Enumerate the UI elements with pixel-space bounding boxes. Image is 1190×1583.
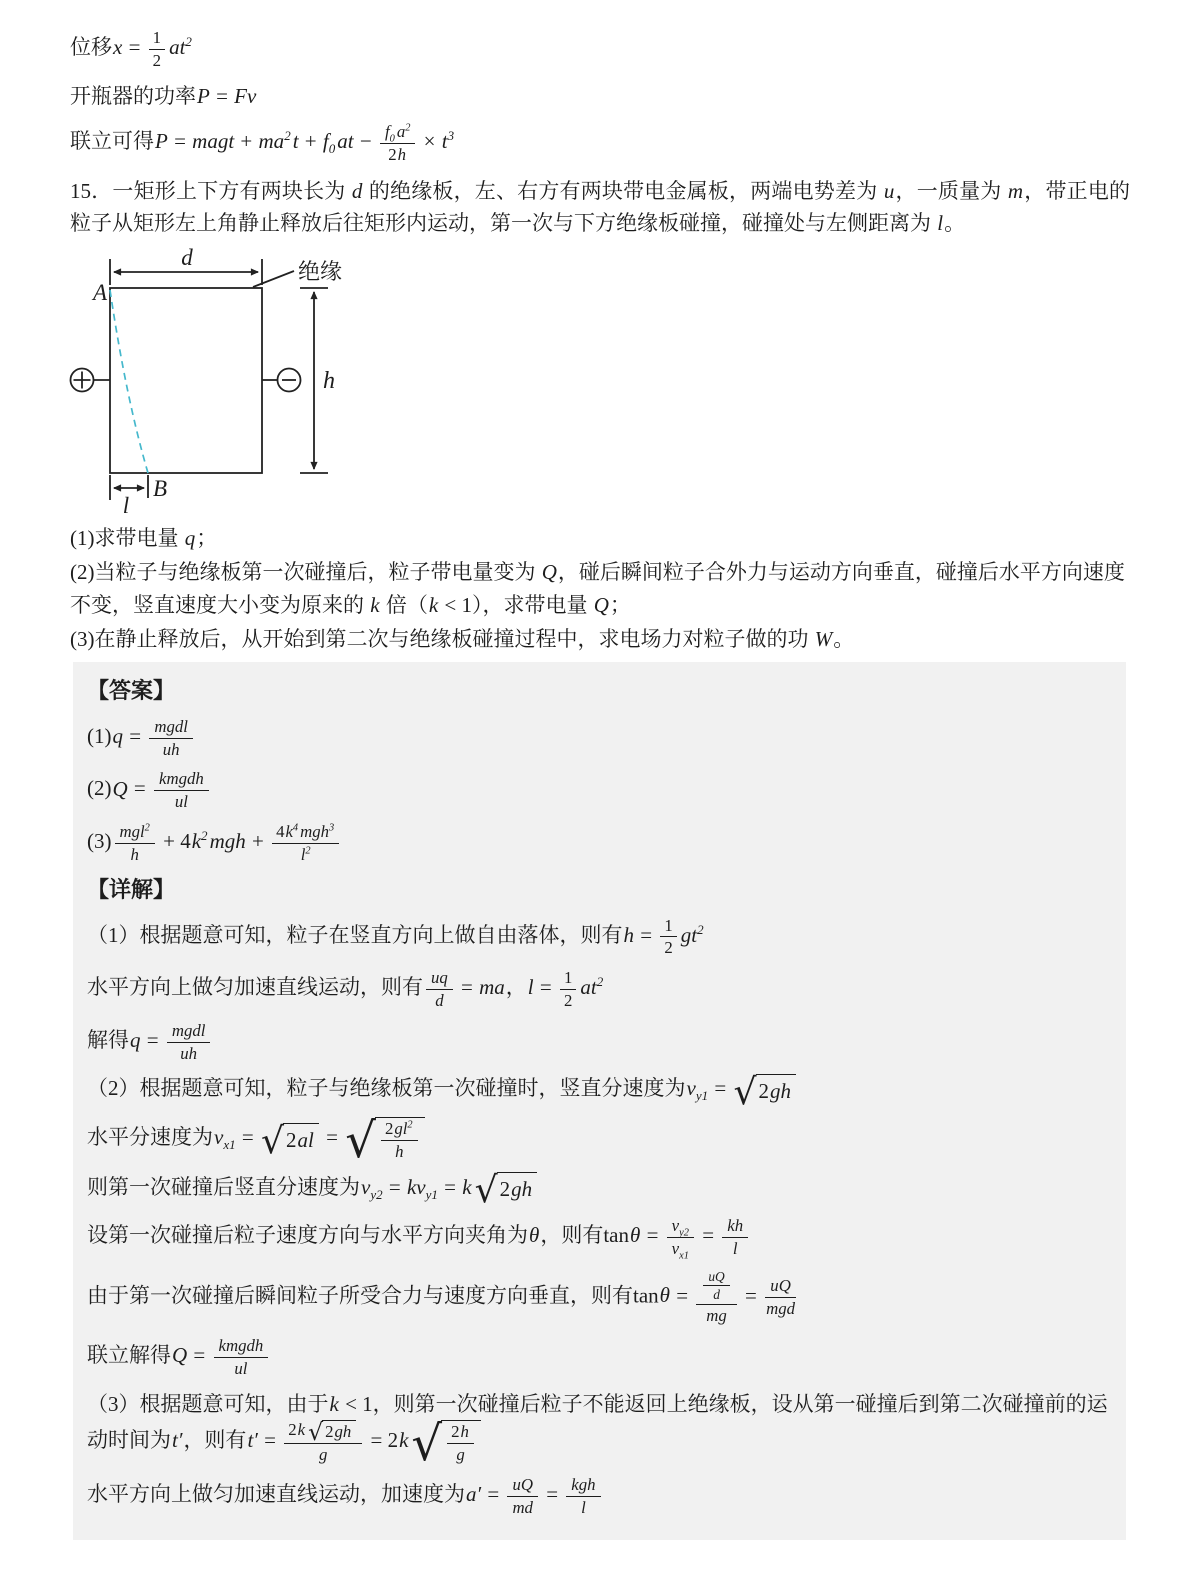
answer-section	[73, 662, 1126, 1540]
physics-diagram	[60, 246, 1130, 520]
answer-header: 【答案】	[87, 678, 176, 704]
insulator-pointer-line	[253, 271, 294, 287]
label-insulator: 绝缘	[298, 258, 343, 284]
minus-terminal-icon	[262, 368, 301, 391]
formula-displacement: 位移x = $\frac{1}{2}$ $at^2$	[70, 28, 192, 70]
explain-line-7: 设第一次碰撞后粒子速度方向与水平方向夹角为θ，则有tanθ = $\frac{v_{y2}}{v_{x1}}$ = $\frac{kh}{l}$	[87, 1216, 1114, 1259]
explain-line-8: 由于第一次碰撞后瞬间粒子所受合力与速度方向垂直，则有tanθ = $\frac{\frac{uQ}{d}}{mg}$ = $\frac{uQ}{\text{mgd}}$	[87, 1268, 796, 1326]
explain-line-9: 联立解得Q = $\frac{\text{kmgdh}}{ul}$	[87, 1336, 1114, 1379]
answer-item-3: (3) $\frac{mgl^2}{h}$ + $4k^2mgh$ + $\frac{4k^4 mgh^3}{l^2}$	[87, 822, 1114, 865]
problem-statement: 15．一矩形上下方有两块长为 d 的绝缘板，左、右方有两块带电金属板，两端电势差为 u，一质量为 m，带正电的粒子从矩形左上角静止释放后往矩形内运动，第一次与下方绝缘板碰撞，碰撞处与左侧距离为 l。	[70, 178, 1131, 236]
explain-line-5: 水平分速度为$v_{x1}$ = √ 2 al = √ $\frac{2gl^2}{h}$	[87, 1117, 1114, 1162]
label-d: d	[181, 245, 193, 270]
label-h: h	[323, 367, 335, 394]
question-3: (3)在静止释放后，从开始到第二次与绝缘板碰撞过程中，求电场力对粒子做的功 W。	[70, 627, 855, 652]
explain-line-6: 则第一次碰撞后竖直分速度为$v_{y2} = kv_{y1} = k$ √ 2 gh	[87, 1172, 1114, 1206]
label-l: l	[122, 492, 130, 514]
explain-line-4: （2）根据题意可知，粒子与绝缘板第一次碰撞时，竖直分速度为$v_{y1}$ = √ 2 gh	[87, 1073, 1114, 1107]
trajectory-dashed-line	[110, 290, 148, 473]
question-1: (1)求带电量 q；	[70, 525, 218, 550]
question-2: (2)当粒子与绝缘板第一次碰撞后，粒子带电量变为 Q，碰后瞬间粒子合外力与运动方向垂直，碰撞后水平方向速度不变，竖直速度大小变为原来的 k 倍（k < 1），求带电量 Q；	[70, 560, 1125, 617]
formula-combined: 联立可得P = magt + $ma^2t + f_0at$ − $\frac{f_0 a^2}{2h}$ × $t^3$	[70, 122, 455, 164]
label-b: B	[153, 475, 168, 501]
explain-header: 【详解】	[87, 876, 176, 902]
explain-line-1: （1）根据题意可知，粒子在竖直方向上做自由落体，则有h = $\frac{1}{2}$ $gt^2$	[87, 915, 704, 958]
formula-power: 开瓶器的功率P = Fv	[70, 83, 257, 108]
plus-terminal-icon	[71, 368, 111, 391]
explain-line-3: 解得q = $\frac{\text{mgdl}}{uh}$	[87, 1021, 1114, 1064]
answer-item-1: (1)q = $\frac{\text{mgdl}}{uh}$	[87, 717, 1114, 760]
answer-item-2: (2)Q = $\frac{\text{kmgdh}}{ul}$	[87, 769, 1114, 812]
label-a: A	[92, 279, 107, 305]
diagram-svg	[60, 246, 480, 514]
plate-rectangle	[110, 288, 262, 473]
explain-line-10: （3）根据题意可知，由于k < 1，则第一次碰撞后粒子不能返回上绝缘板，设从第一碰撞后到第二次碰撞前的运动时间为t′，则有t′ = 2k √ 2 gh g = 2k √ $\frac{2h}{g}$	[87, 1391, 1108, 1472]
explain-line-11: 水平方向上做匀加速直线运动，加速度为a′ = $\frac{uQ}{md}$ = $\frac{\text{kgh}}{l}$	[87, 1475, 1114, 1518]
explain-line-2: 水平方向上做匀加速直线运动，则有 $\frac{uq}{d}$ = ma，l = $\frac{1}{2}$ $at^2$	[87, 968, 604, 1010]
